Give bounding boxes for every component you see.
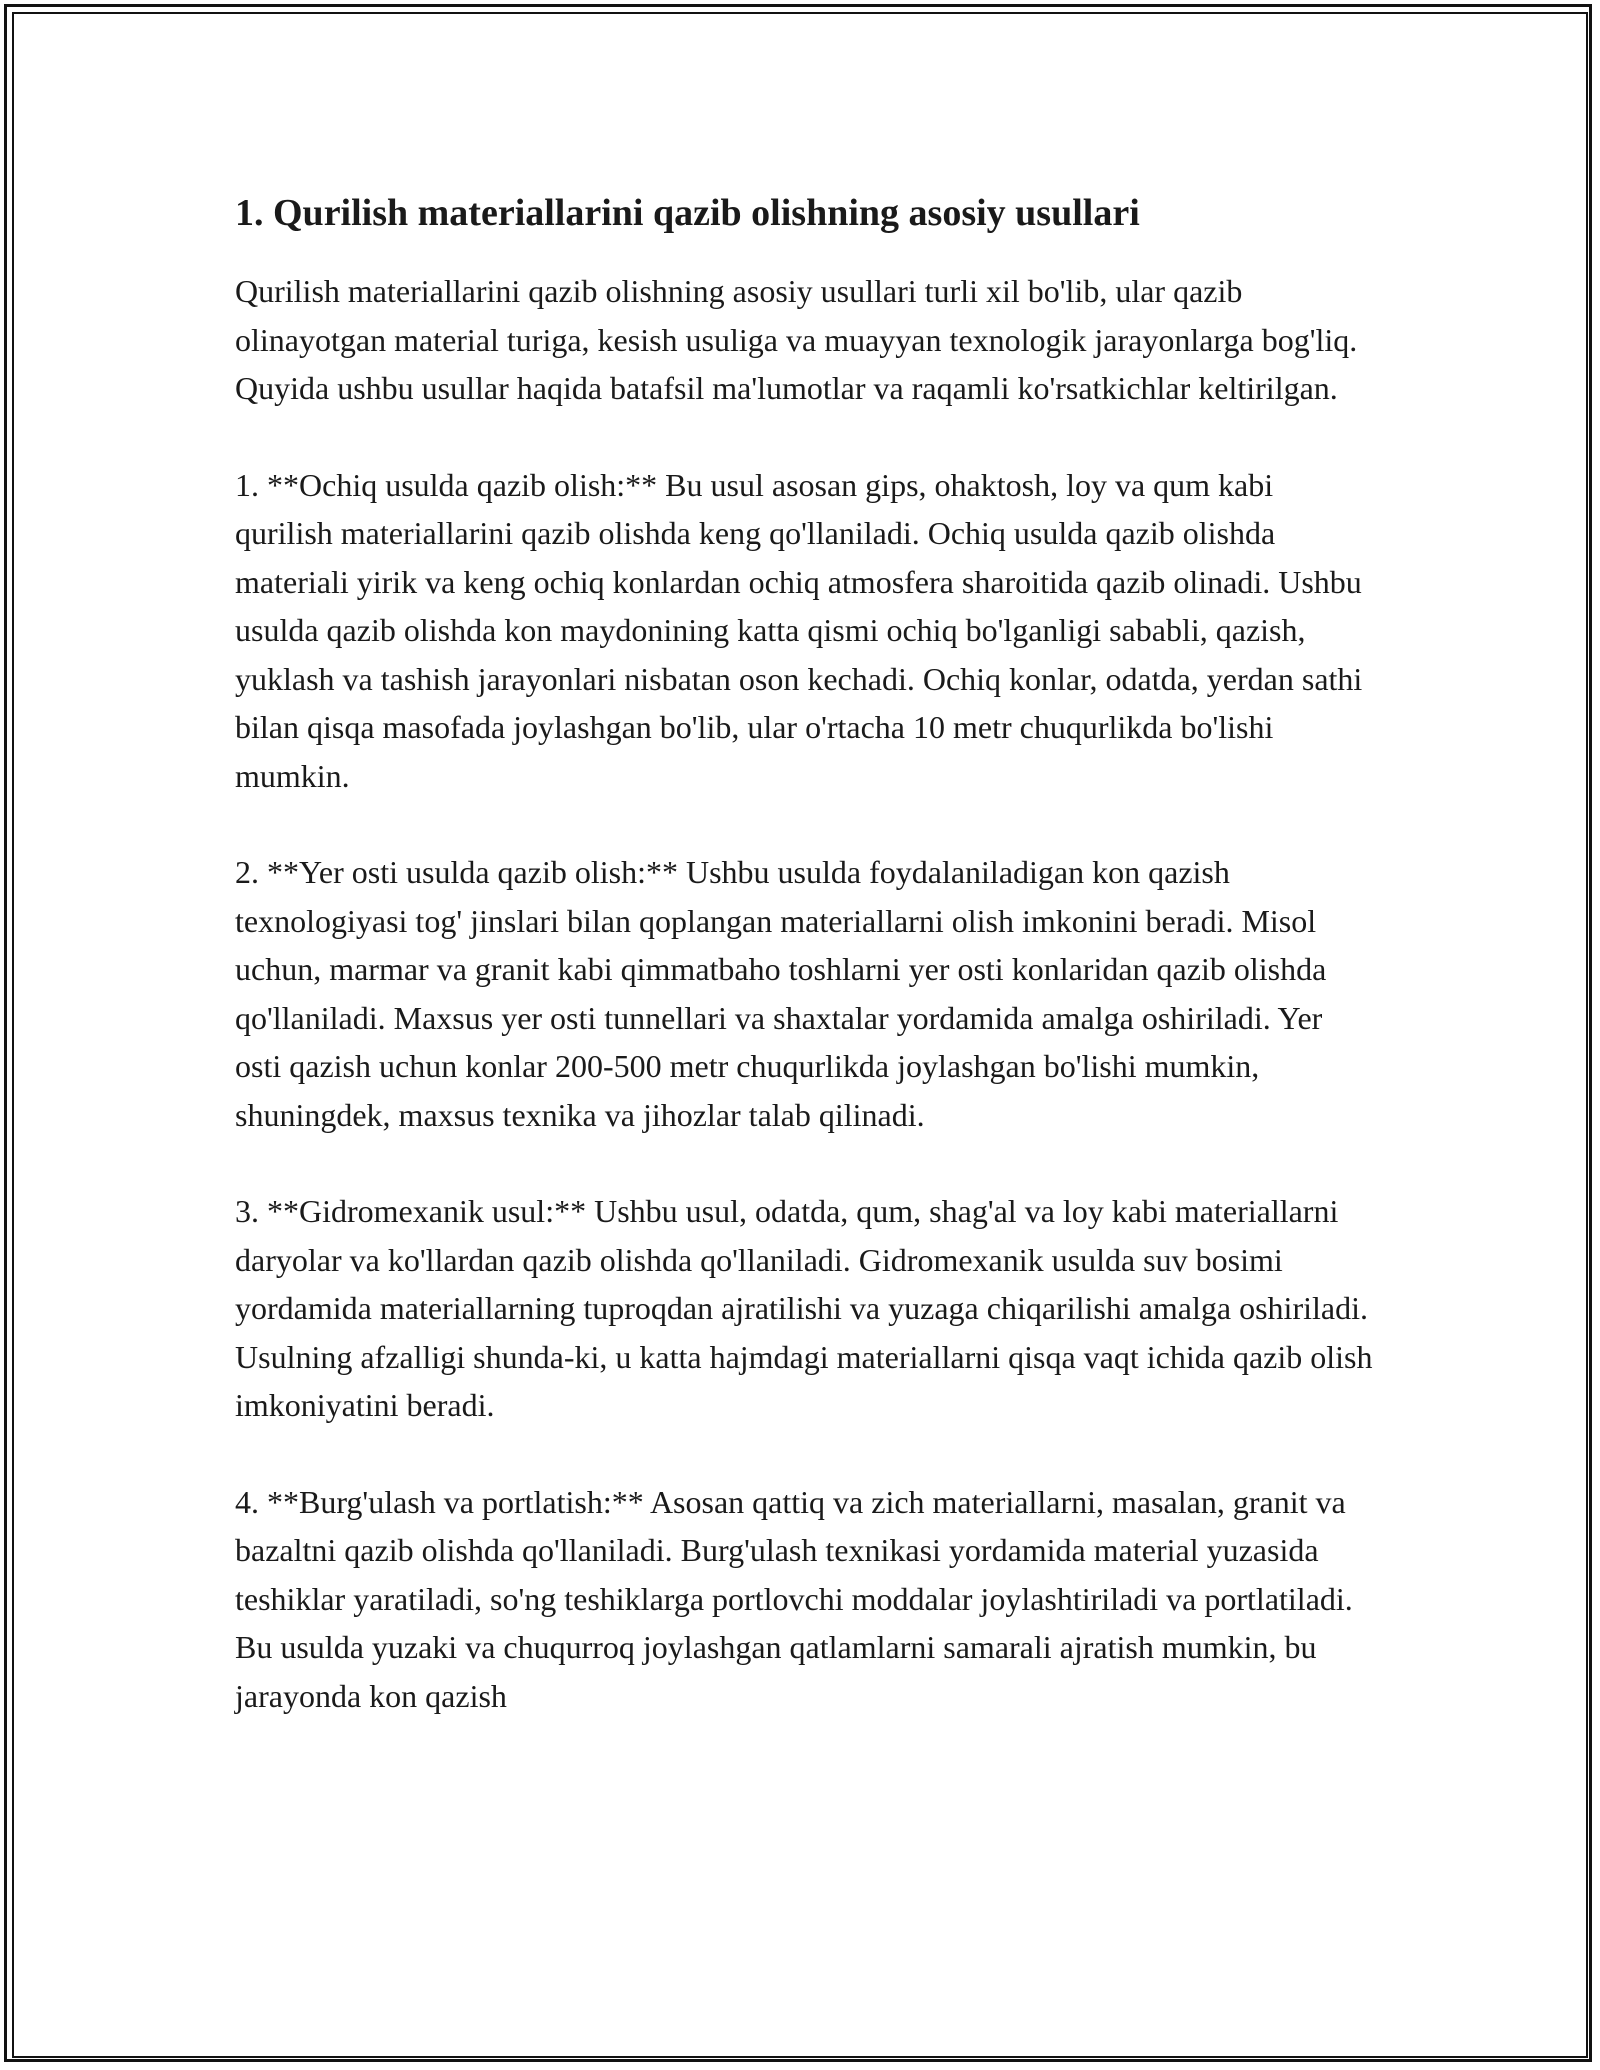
intro-paragraph: Qurilish materiallarini qazib olishning asosiy usullari turli xil bo'lib, ular qazib olinayotgan material turiga, kesish usuliga va muayyan texnologik jarayonlarga bog'liq. Quyida ushbu usullar haqida batafsil ma'lumotlar va raqamli ko'rsatkichlar keltirilgan.: [235, 273, 1358, 406]
section-title: 1. Qurilish materiallarini qazib olishning asosiy usullari: [235, 192, 1140, 234]
document-body: [235, 187, 1375, 1720]
open-pit-mining-paragraph: 1. **Ochiq usulda qazib olish:** Bu usul asosan gips, ohaktosh, loy va qum kabi qurilish materiallarini qazib olishda keng qo'llaniladi. Ochiq usulda qazib olishda materiali yirik va keng ochiq konlardan ochiq atmosfera sharoitida qazib olinadi. Ushbu usulda qazib olishda kon maydonining katta qismi ochiq bo'lganligi sababli, qazish, yuklash va tashish jarayonlari nisbatan oson kechadi. Ochiq konlar, odatda, yerdan sathi bilan qisqa masofada joylashgan bo'lib, ular o'rtacha 10 metr chuqurlikda bo'lishi mumkin.: [235, 466, 1363, 794]
drilling-blasting-paragraph: 4. **Burg'ulash va portlatish:** Asosan qattiq va zich materiallarni, masalan, granit va bazaltni qazib olishda qo'llaniladi. Burg'ulash texnikasi yordamida material yuzasida teshiklar yaratiladi, so'ng teshiklarga portlovchi moddalar joylashtiriladi va portlatiladi. Bu usulda yuzaki va chuqurroq joylashgan qatlamlarni samarali ajratish mumkin, bu jarayonda kon qazish: [235, 1483, 1353, 1714]
hydromechanical-method-paragraph: 3. **Gidromexanik usul:** Ushbu usul, odatda, qum, shag'al va loy kabi materiallarni daryolar va ko'llardan qazib olishda qo'llaniladi. Gidromexanik usulda suv bosimi yordamida materiallarning tuproqdan ajratilishi va yuzaga chiqarilishi amalga oshiriladi. Usulning afzalligi shunda-ki, u katta hajmdagi materiallarni qisqa vaqt ichida qazib olish imkoniyatini beradi.: [235, 1193, 1373, 1423]
underground-mining-paragraph: 2. **Yer osti usulda qazib olish:** Ushbu usulda foydalaniladigan kon qazish texnologiyasi tog' jinslari bilan qoplangan materiallarni olish imkonini beradi. Misol uchun, marmar va granit kabi qimmatbaho toshlarni yer osti konlaridan qazib olishda qo'llaniladi. Maxsus yer osti tunnellari va shaxtalar yordamida amalga oshiriladi. Yer osti qazish uchun konlar 200-500 metr chuqurlikda joylashgan bo'lishi mumkin, shuningdek, maxsus texnika va jihozlar talab qilinadi.: [235, 854, 1327, 1133]
